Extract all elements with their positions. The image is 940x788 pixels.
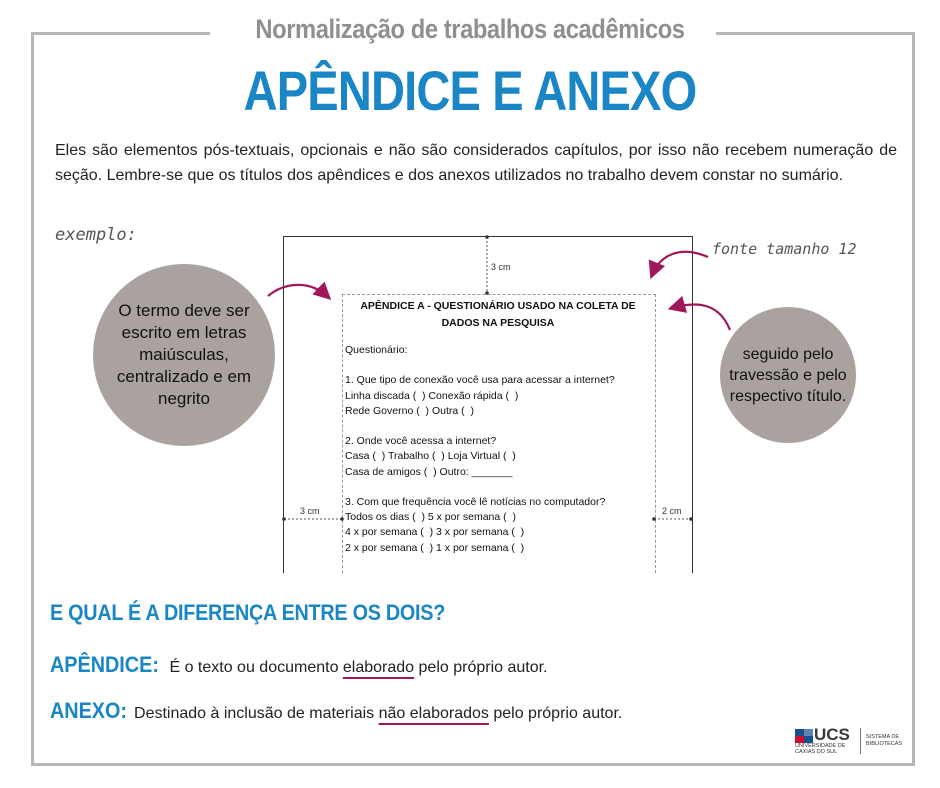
apendice-highlight: elaborado (342, 659, 415, 676)
right-callout-circle (720, 307, 856, 443)
ucs-emblem-icon (795, 729, 813, 743)
anexo-text-before: Destinado à inclusão de materiais (129, 705, 379, 722)
font-size-note: fonte tamanho 12 (712, 240, 857, 258)
apendice-text-after: pelo próprio autor. (414, 659, 548, 676)
doc-line (345, 358, 651, 373)
ucs-subname: UNIVERSIDADE DE CAXIAS DO SUL (795, 743, 846, 755)
ucs-name: UCS (814, 725, 850, 744)
left-margin-label: 3 cm (300, 506, 320, 516)
page-title: APÊNDICE E ANEXO (243, 59, 697, 122)
doc-line: Casa ( ) Trabalho ( ) Loja Virtual ( ) (345, 450, 516, 463)
anexo-highlight: não elaborados (378, 705, 489, 722)
doc-questionnaire (345, 343, 651, 556)
intro-paragraph: Eles são elementos pós-textuais, opcionais e não são considerados capítulos, por isso não recebem numeração de seção. Lembre-se que os títulos dos apêndices e dos anexos utilizados no trabalho devem constar no sumário. (55, 142, 897, 184)
doc-line: 2 x por semana ( ) 1 x por semana ( ) (345, 541, 525, 554)
apendice-term: APÊNDICE: (50, 652, 159, 677)
doc-line: Questionário: (345, 344, 408, 356)
doc-line (345, 480, 651, 495)
example-label: exemplo: (55, 225, 137, 245)
doc-line (345, 419, 651, 434)
doc-line: Linha discada ( ) Conexão rápida ( ) (345, 389, 519, 402)
doc-line: 4 x por semana ( ) 3 x por semana ( ) (345, 526, 525, 539)
right-margin-label: 2 cm (662, 506, 682, 516)
left-callout-text: O termo deve ser escrito em letras maiúsculas, centralizado e em negrito (116, 301, 252, 408)
page-subtitle: Normalização de trabalhos acadêmicos (255, 14, 685, 44)
anexo-text-after: pelo próprio autor. (488, 705, 623, 722)
doc-appendix-title: APÊNDICE A - QUESTIONÁRIO USADO NA COLETA DE DADOS NA PESQUISA (360, 300, 636, 329)
doc-line: 3. Com que frequência você lê notícias no computador? (345, 496, 606, 509)
apendice-definition (50, 652, 548, 678)
doc-line: 2. Onde você acessa a internet? (345, 435, 497, 448)
doc-line: Rede Governo ( ) Outra ( ) (345, 404, 474, 417)
ucs-logo (793, 725, 913, 758)
top-margin-label: 3 cm (491, 262, 511, 272)
apendice-text-before: É o texto ou documento (165, 659, 343, 676)
anexo-definition (50, 698, 622, 724)
doc-line: 1. Que tipo de conexão você usa para acessar a internet? (345, 374, 615, 387)
right-callout-text: seguido pelo travessão e pelo respectivo título. (729, 345, 847, 405)
library-name: SISTEMA DE BIBLIOTECAS (866, 734, 903, 747)
anexo-term: ANEXO: (50, 698, 128, 723)
doc-line: Todos os dias ( ) 5 x por semana ( ) (345, 511, 516, 524)
difference-heading: E QUAL É A DIFERENÇA ENTRE OS DOIS? (50, 600, 446, 625)
doc-line: Casa de amigos ( ) Outro: _______ (345, 465, 513, 478)
logo-separator (860, 728, 861, 754)
left-callout-circle (93, 264, 275, 446)
